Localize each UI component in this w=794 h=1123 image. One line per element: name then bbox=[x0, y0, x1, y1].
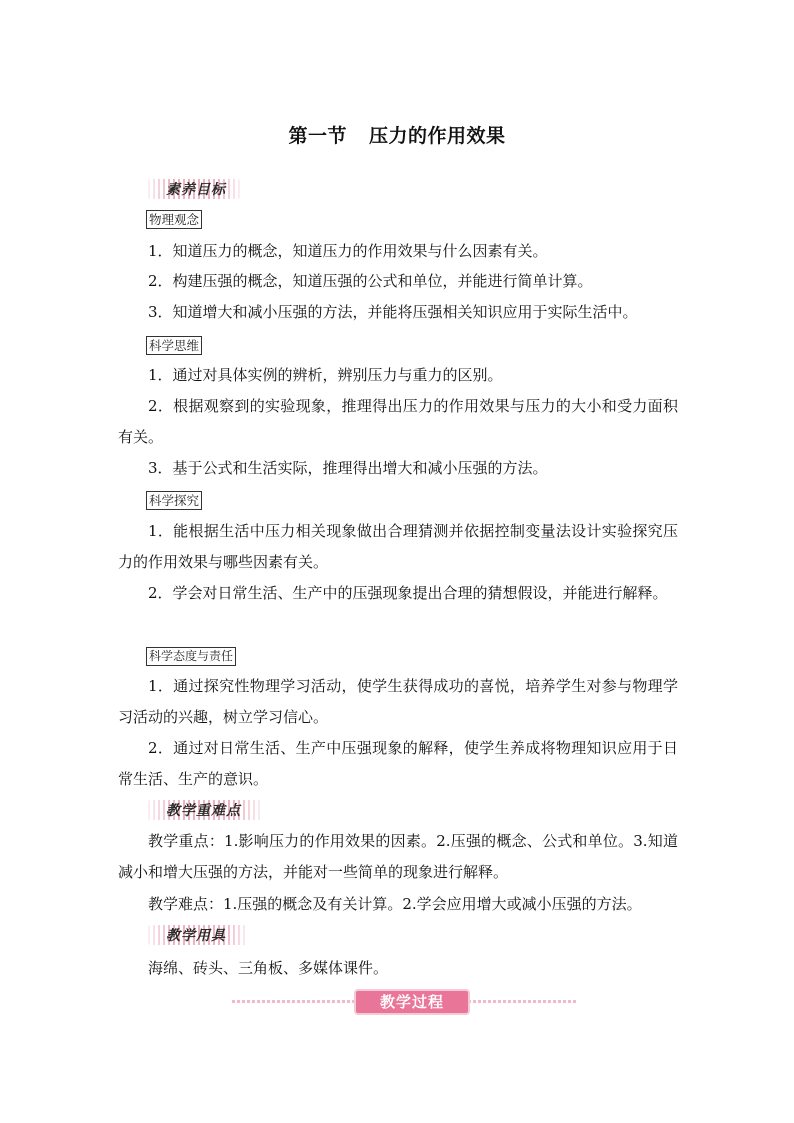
section-banner-tools bbox=[148, 925, 248, 945]
subsection-tag-inquiry: 科学探究 bbox=[146, 491, 202, 510]
section-label-key-points: 教学重难点 bbox=[166, 803, 241, 819]
title-topic: 压力的作用效果 bbox=[369, 125, 506, 147]
section-banner-key-points bbox=[148, 800, 262, 820]
section-label-tools: 教学用具 bbox=[166, 928, 226, 944]
subsection-tag-concept: 物理观念 bbox=[146, 210, 202, 229]
page-title bbox=[0, 121, 794, 148]
decorative-divider-left bbox=[232, 1000, 362, 1003]
concept-item-1: 1．知道压力的概念，知道压力的作用效果与什么因素有关。 bbox=[148, 242, 548, 260]
inquiry-item-1: 1．能根据生活中压力相关现象做出合理猜测并依据控制变量法设计实验探究压力的作用效果与哪些因素有关。 bbox=[118, 522, 678, 571]
subsection-tag-thinking: 科学思维 bbox=[146, 336, 202, 355]
process-label: 教学过程 bbox=[354, 989, 470, 1015]
section-banner-goals bbox=[148, 179, 240, 199]
thinking-item-2: 2．根据观察到的实验现象，推理得出压力的作用效果与压力的大小和受力面积有关。 bbox=[118, 397, 678, 446]
subsection-tag-attitude: 科学态度与责任 bbox=[146, 647, 236, 666]
process-header bbox=[232, 987, 578, 1017]
thinking-item-1: 1．通过对具体实例的辨析，辨别压力与重力的区别。 bbox=[148, 366, 503, 384]
attitude-item-2: 2．通过对日常生活、生产中压强现象的解释，使学生养成将物理知识应用于日常生活、生产的意识。 bbox=[118, 739, 678, 788]
concept-item-2: 2．构建压强的概念，知道压强的公式和单位，并能进行简单计算。 bbox=[148, 272, 593, 290]
tools-text: 海绵、砖头、三角板、多媒体课件。 bbox=[148, 959, 389, 977]
inquiry-item-2: 2．学会对日常生活、生产中的压强现象提出合理的猜想假设，并能进行解释。 bbox=[148, 584, 668, 602]
key-points-difficulty: 教学难点：1.压强的概念及有关计算。2.学会应用增大或减小压强的方法。 bbox=[148, 895, 642, 913]
key-points-focus: 教学重点：1.影响压力的作用效果的因素。2.压强的概念、公式和单位。3.知道减小和增大压强的方法，并能对一些简单的现象进行解释。 bbox=[118, 832, 678, 881]
section-label-goals: 素养目标 bbox=[166, 182, 226, 198]
title-section-number: 第一节 bbox=[288, 125, 347, 147]
concept-item-3: 3．知道增大和减小压强的方法，并能将压强相关知识应用于实际生活中。 bbox=[148, 303, 638, 321]
thinking-item-3: 3．基于公式和生活实际，推理得出增大和减小压强的方法。 bbox=[148, 459, 548, 477]
attitude-item-1: 1．通过探究性物理学习活动，使学生获得成功的喜悦，培养学生对参与物理学习活动的兴趣，树立学习信心。 bbox=[118, 677, 678, 726]
